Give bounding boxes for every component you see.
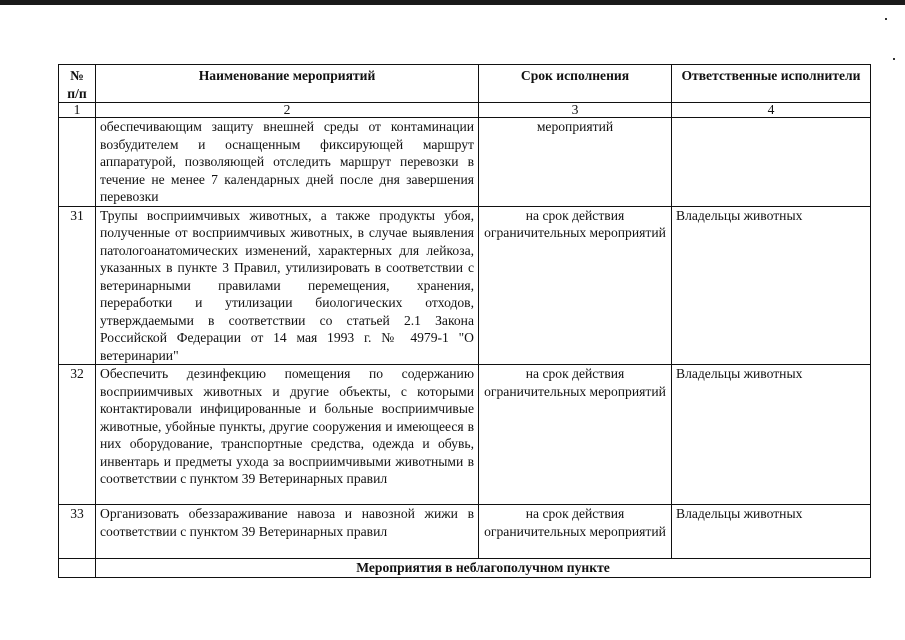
row-deadline: на срок действия ограничительных мероприятий bbox=[479, 206, 672, 365]
header-responsible: Ответственные исполнители bbox=[672, 65, 871, 103]
row-responsible: Владельцы животных bbox=[672, 365, 871, 505]
row-deadline: на срок действия ограничительных мероприятий bbox=[479, 505, 672, 559]
row-deadline: мероприятий bbox=[479, 118, 672, 207]
row-name: обеспечивающим защиту внешней среды от контаминации возбудителем и оснащенным фиксирующей маршрут аппаратурой, позволяющей отследить маршрут перевозки в течение не менее 7 календарных дней после дня завершения перевозки bbox=[96, 118, 479, 207]
section-row bbox=[59, 559, 871, 578]
column-index: 3 bbox=[479, 103, 672, 118]
scan-speck bbox=[893, 58, 895, 60]
header-num: № п/п bbox=[59, 65, 96, 103]
row-responsible: Владельцы животных bbox=[672, 505, 871, 559]
row-num: 32 bbox=[59, 365, 96, 505]
header-deadline: Срок исполнения bbox=[479, 65, 672, 103]
section-title: Мероприятия в неблагополучном пункте bbox=[96, 559, 871, 578]
measures-table bbox=[58, 64, 871, 578]
row-num: 31 bbox=[59, 206, 96, 365]
table-row bbox=[59, 118, 871, 207]
table-row bbox=[59, 206, 871, 365]
row-name: Обеспечить дезинфекцию помещения по содержанию восприимчивых животных и другие объекты, с которыми контактировали инфицированные и больные восприимчивые животные, убойные пункты, другие сооружения и имеющееся в них оборудование, транспортные средства, одежда и обувь, инвентарь и предметы ухода за восприимчивыми животными в соответствии с пунктом 39 Ветеринарных правил bbox=[96, 365, 479, 505]
row-num bbox=[59, 118, 96, 207]
section-num-cell bbox=[59, 559, 96, 578]
column-index: 1 bbox=[59, 103, 96, 118]
table-header-row bbox=[59, 65, 871, 103]
row-name: Организовать обеззараживание навоза и навозной жижи в соответствии с пунктом 39 Ветеринарных правил bbox=[96, 505, 479, 559]
table-row bbox=[59, 505, 871, 559]
scan-top-border bbox=[0, 0, 905, 5]
row-responsible: Владельцы животных bbox=[672, 206, 871, 365]
column-index-row bbox=[59, 103, 871, 118]
row-name: Трупы восприимчивых животных, а также продукты убоя, полученные от восприимчивых животных, в случае выявления патологоанатомических изменений, характерных для лейкоза, указанных в пункте 3 Правил, утилизировать в соответствии с ветеринарными правилами перемещения, хранения, переработки и утилизации биологических отходов, утверждаемыми в соответствии со статьей 2.1 Закона Российской Федерации от 14 мая 1993 г. № 4979-1 "О ветеринарии" bbox=[96, 206, 479, 365]
row-responsible bbox=[672, 118, 871, 207]
row-num: 33 bbox=[59, 505, 96, 559]
scan-speck bbox=[885, 18, 887, 20]
column-index: 2 bbox=[96, 103, 479, 118]
row-deadline: на срок действия ограничительных мероприятий bbox=[479, 365, 672, 505]
table-row bbox=[59, 365, 871, 505]
header-name: Наименование мероприятий bbox=[96, 65, 479, 103]
column-index: 4 bbox=[672, 103, 871, 118]
